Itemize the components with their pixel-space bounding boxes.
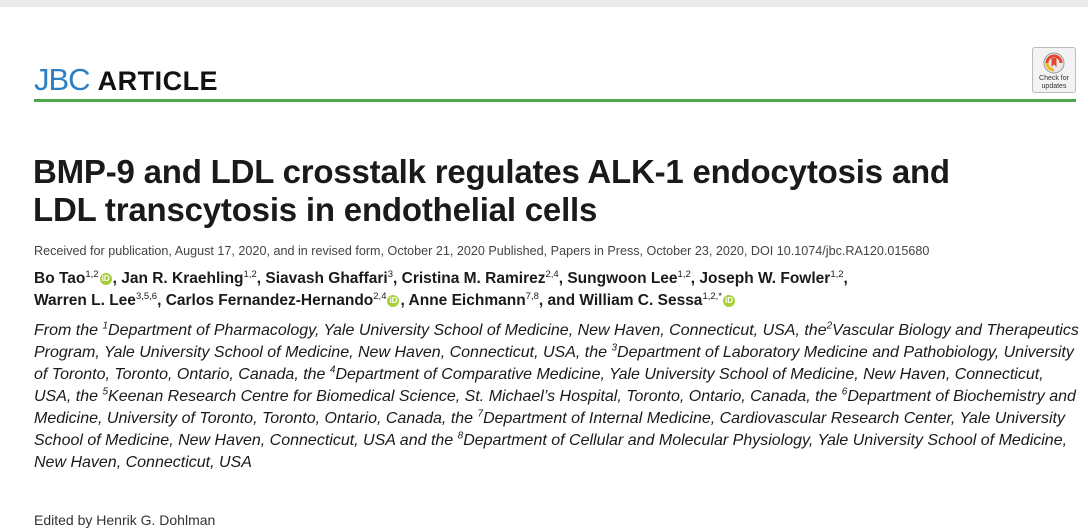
affiliation-number: 5 [102, 386, 109, 398]
author-name[interactable]: Sungwoon Lee [567, 270, 678, 287]
top-margin-bar [0, 0, 1088, 7]
journal-header [34, 62, 218, 102]
author-separator: , [393, 270, 402, 287]
author-name[interactable]: Warren L. Lee [34, 292, 136, 309]
author-name[interactable]: Jan R. Kraehling [121, 270, 244, 287]
affiliation-number: 3 [611, 342, 618, 354]
author-separator: , [690, 270, 700, 287]
author-affiliation-ref: 3,5,6 [135, 290, 158, 302]
publication-history: Received for publication, August 17, 2020, and in revised form, October 21, 2020 Published, Papers in Press, October 23, 2020, DOI 10.1074/jbc.RA120.015680 [34, 244, 930, 258]
affiliation-text: Department of Biochemistry and Medicine, University of Toronto, Toronto, Ontario, Canada, the [34, 388, 1076, 427]
affiliation-text: Department of Pharmacology, Yale University School of Medicine, New Haven, Connecticut, USA, the [108, 322, 827, 339]
article-title [33, 153, 1063, 229]
affiliation-prefix: From the [34, 322, 103, 339]
author-affiliation-ref: 1,2 [243, 268, 257, 280]
affiliations [34, 320, 1079, 474]
affiliation-number: 8 [457, 430, 464, 442]
author-separator: , [256, 270, 266, 287]
author-affiliation-ref: 2,4 [373, 290, 387, 302]
header-rule [34, 99, 1076, 102]
author-name[interactable]: William C. Sessa [579, 292, 703, 309]
affiliation-text: Department of Cellular and Molecular Physiology, Yale University School of Medicine, New Haven, Connecticut, USA [34, 432, 1068, 471]
orcid-icon[interactable]: iD [389, 295, 398, 305]
author-affiliation-ref: 3 [387, 268, 393, 280]
author-name[interactable]: Bo Tao [34, 270, 86, 287]
author-affiliation-ref: 7,8 [525, 290, 539, 302]
affiliation-number: 2 [826, 320, 833, 332]
author-affiliation-ref: 1,2 [85, 268, 99, 280]
author-list [34, 268, 1074, 312]
author-affiliation-ref: 1,2 [830, 268, 844, 280]
affiliation-text: Department of Laboratory Medicine and Pathobiology, University of Toronto, Toronto, Ontario, Canada, the [34, 344, 1074, 383]
section-label: ARTICLE [97, 66, 219, 96]
affiliation-number: 1 [102, 320, 109, 332]
affiliation-number: 4 [329, 364, 336, 376]
author-affiliation-ref: 2,4 [545, 268, 559, 280]
affiliation-text: Department of Internal Medicine, Cardiovascular Research Center, Yale University School of Medicine, New Haven, Connecticut, USA and the [34, 410, 1065, 449]
orcid-icon[interactable]: iD [725, 295, 733, 305]
author-separator: , [157, 292, 166, 309]
author-affiliation-ref: 1,2 [677, 268, 691, 280]
journal-logo: JBC [34, 62, 90, 97]
affiliation-number: 7 [477, 408, 484, 420]
badge-label-2: updates [1041, 83, 1067, 90]
affiliation-text: Keenan Research Centre for Biomedical Science, St. Michael’s Hospital, Toronto, Ontario, Canada, the [108, 388, 842, 405]
affiliation-number: 6 [841, 386, 848, 398]
check-for-updates-badge[interactable] [1032, 47, 1076, 93]
corresponding-author-mark: * [718, 290, 722, 302]
author-separator: , [843, 270, 848, 287]
author-name[interactable]: Joseph W. Fowler [699, 270, 831, 287]
author-name[interactable]: Carlos Fernandez-Hernando [165, 292, 374, 309]
edited-by: Edited by Henrik G. Dohlman [34, 512, 216, 528]
author-separator: , [400, 292, 409, 309]
author-name[interactable]: Cristina M. Ramirez [401, 270, 546, 287]
title-line-1: BMP-9 and LDL crosstalk regulates ALK-1 endocytosis and [33, 153, 950, 190]
author-separator: , [558, 270, 568, 287]
author-separator: , [112, 270, 122, 287]
check-for-updates-icon [1043, 52, 1065, 74]
orcid-icon[interactable]: iD [101, 273, 110, 283]
badge-label-1: Check for [1039, 75, 1069, 82]
author-separator: , and [538, 292, 580, 309]
title-line-2: LDL transcytosis in endothelial cells [33, 191, 598, 228]
author-name[interactable]: Siavash Ghaffari [265, 270, 388, 287]
affiliation-text: Department of Comparative Medicine, Yale University School of Medicine, New Haven, Connecticut, USA, the [34, 366, 1044, 405]
affiliation-text: Vascular Biology and Therapeutics Program, Yale University School of Medicine, New Haven, Connecticut, USA, the [34, 322, 1079, 361]
author-name[interactable]: Anne Eichmann [408, 292, 526, 309]
author-affiliation-ref: 1,2, [702, 290, 719, 302]
